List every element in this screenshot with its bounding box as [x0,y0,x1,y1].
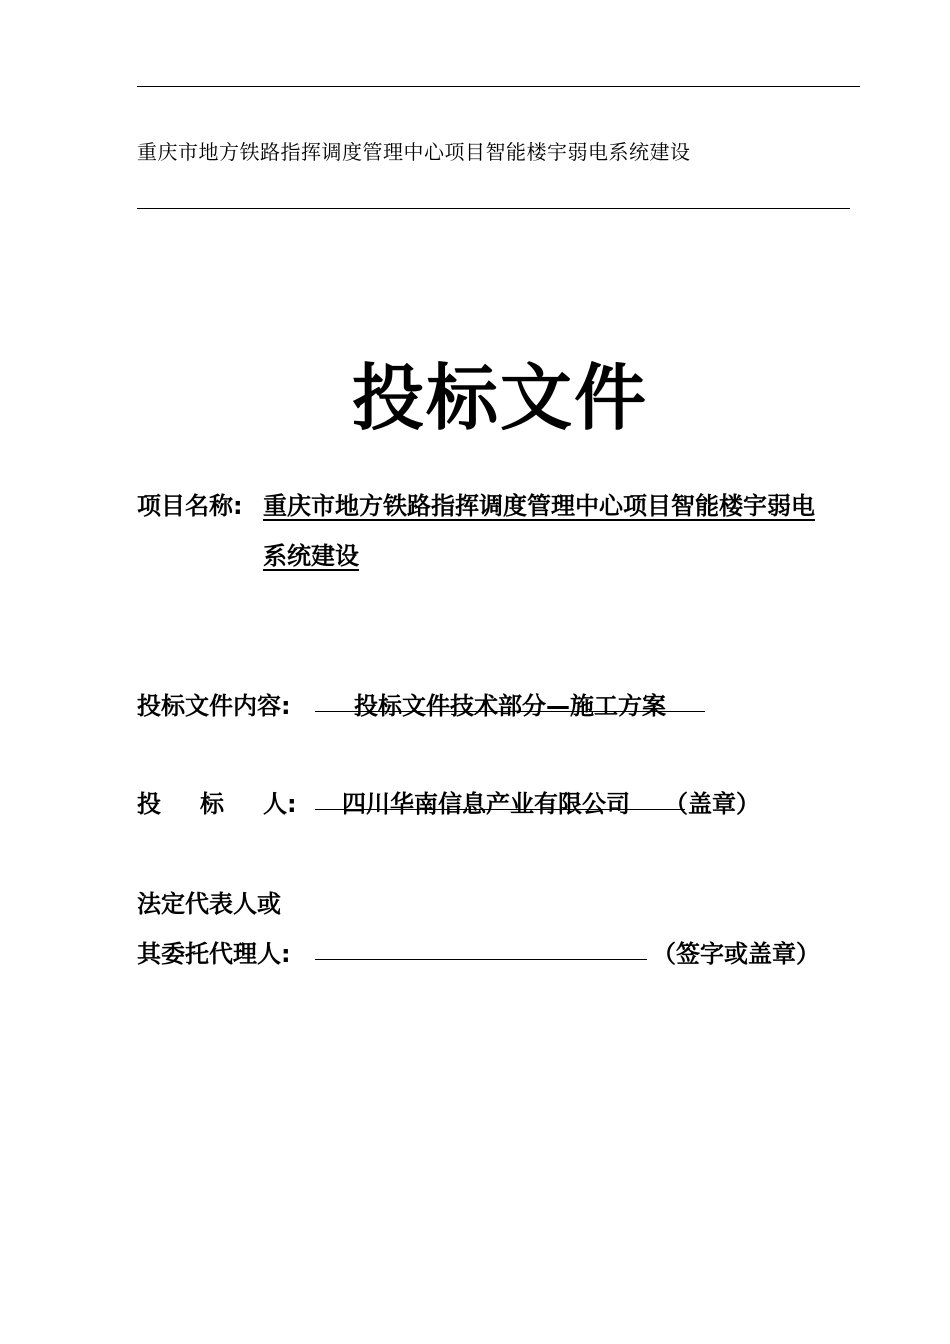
representative-label-line1: 法定代表人或 [137,890,281,918]
header-project-line: 重庆市地方铁路指挥调度管理中心项目智能楼宇弱电系统建设 [137,140,691,164]
bidder-value: 四川华南信息产业有限公司 [342,790,630,818]
content-label: 投标文件内容: [137,692,291,720]
project-name-label: 项目名称: [137,492,243,520]
header-top-rule [137,86,860,87]
header-bottom-rule [137,208,850,209]
bidder-label-char-2: 标 [200,790,224,818]
representative-signature-line [315,959,647,960]
representative-sign-note: （签字或盖章） [652,940,820,968]
representative-label-line2: 其委托代理人: [137,940,291,968]
project-name-value-line1: 重庆市地方铁路指挥调度管理中心项目智能楼宇弱电 [263,492,815,520]
bidder-label-char-3: 人: [263,790,297,818]
project-name-value-line2: 系统建设 [263,542,359,570]
bidder-label-char-1: 投 [137,790,161,818]
bidder-seal-note: （盖章） [664,790,760,818]
content-value: 投标文件技术部分—施工方案 [354,692,666,720]
document-title: 投标文件 [351,356,648,440]
